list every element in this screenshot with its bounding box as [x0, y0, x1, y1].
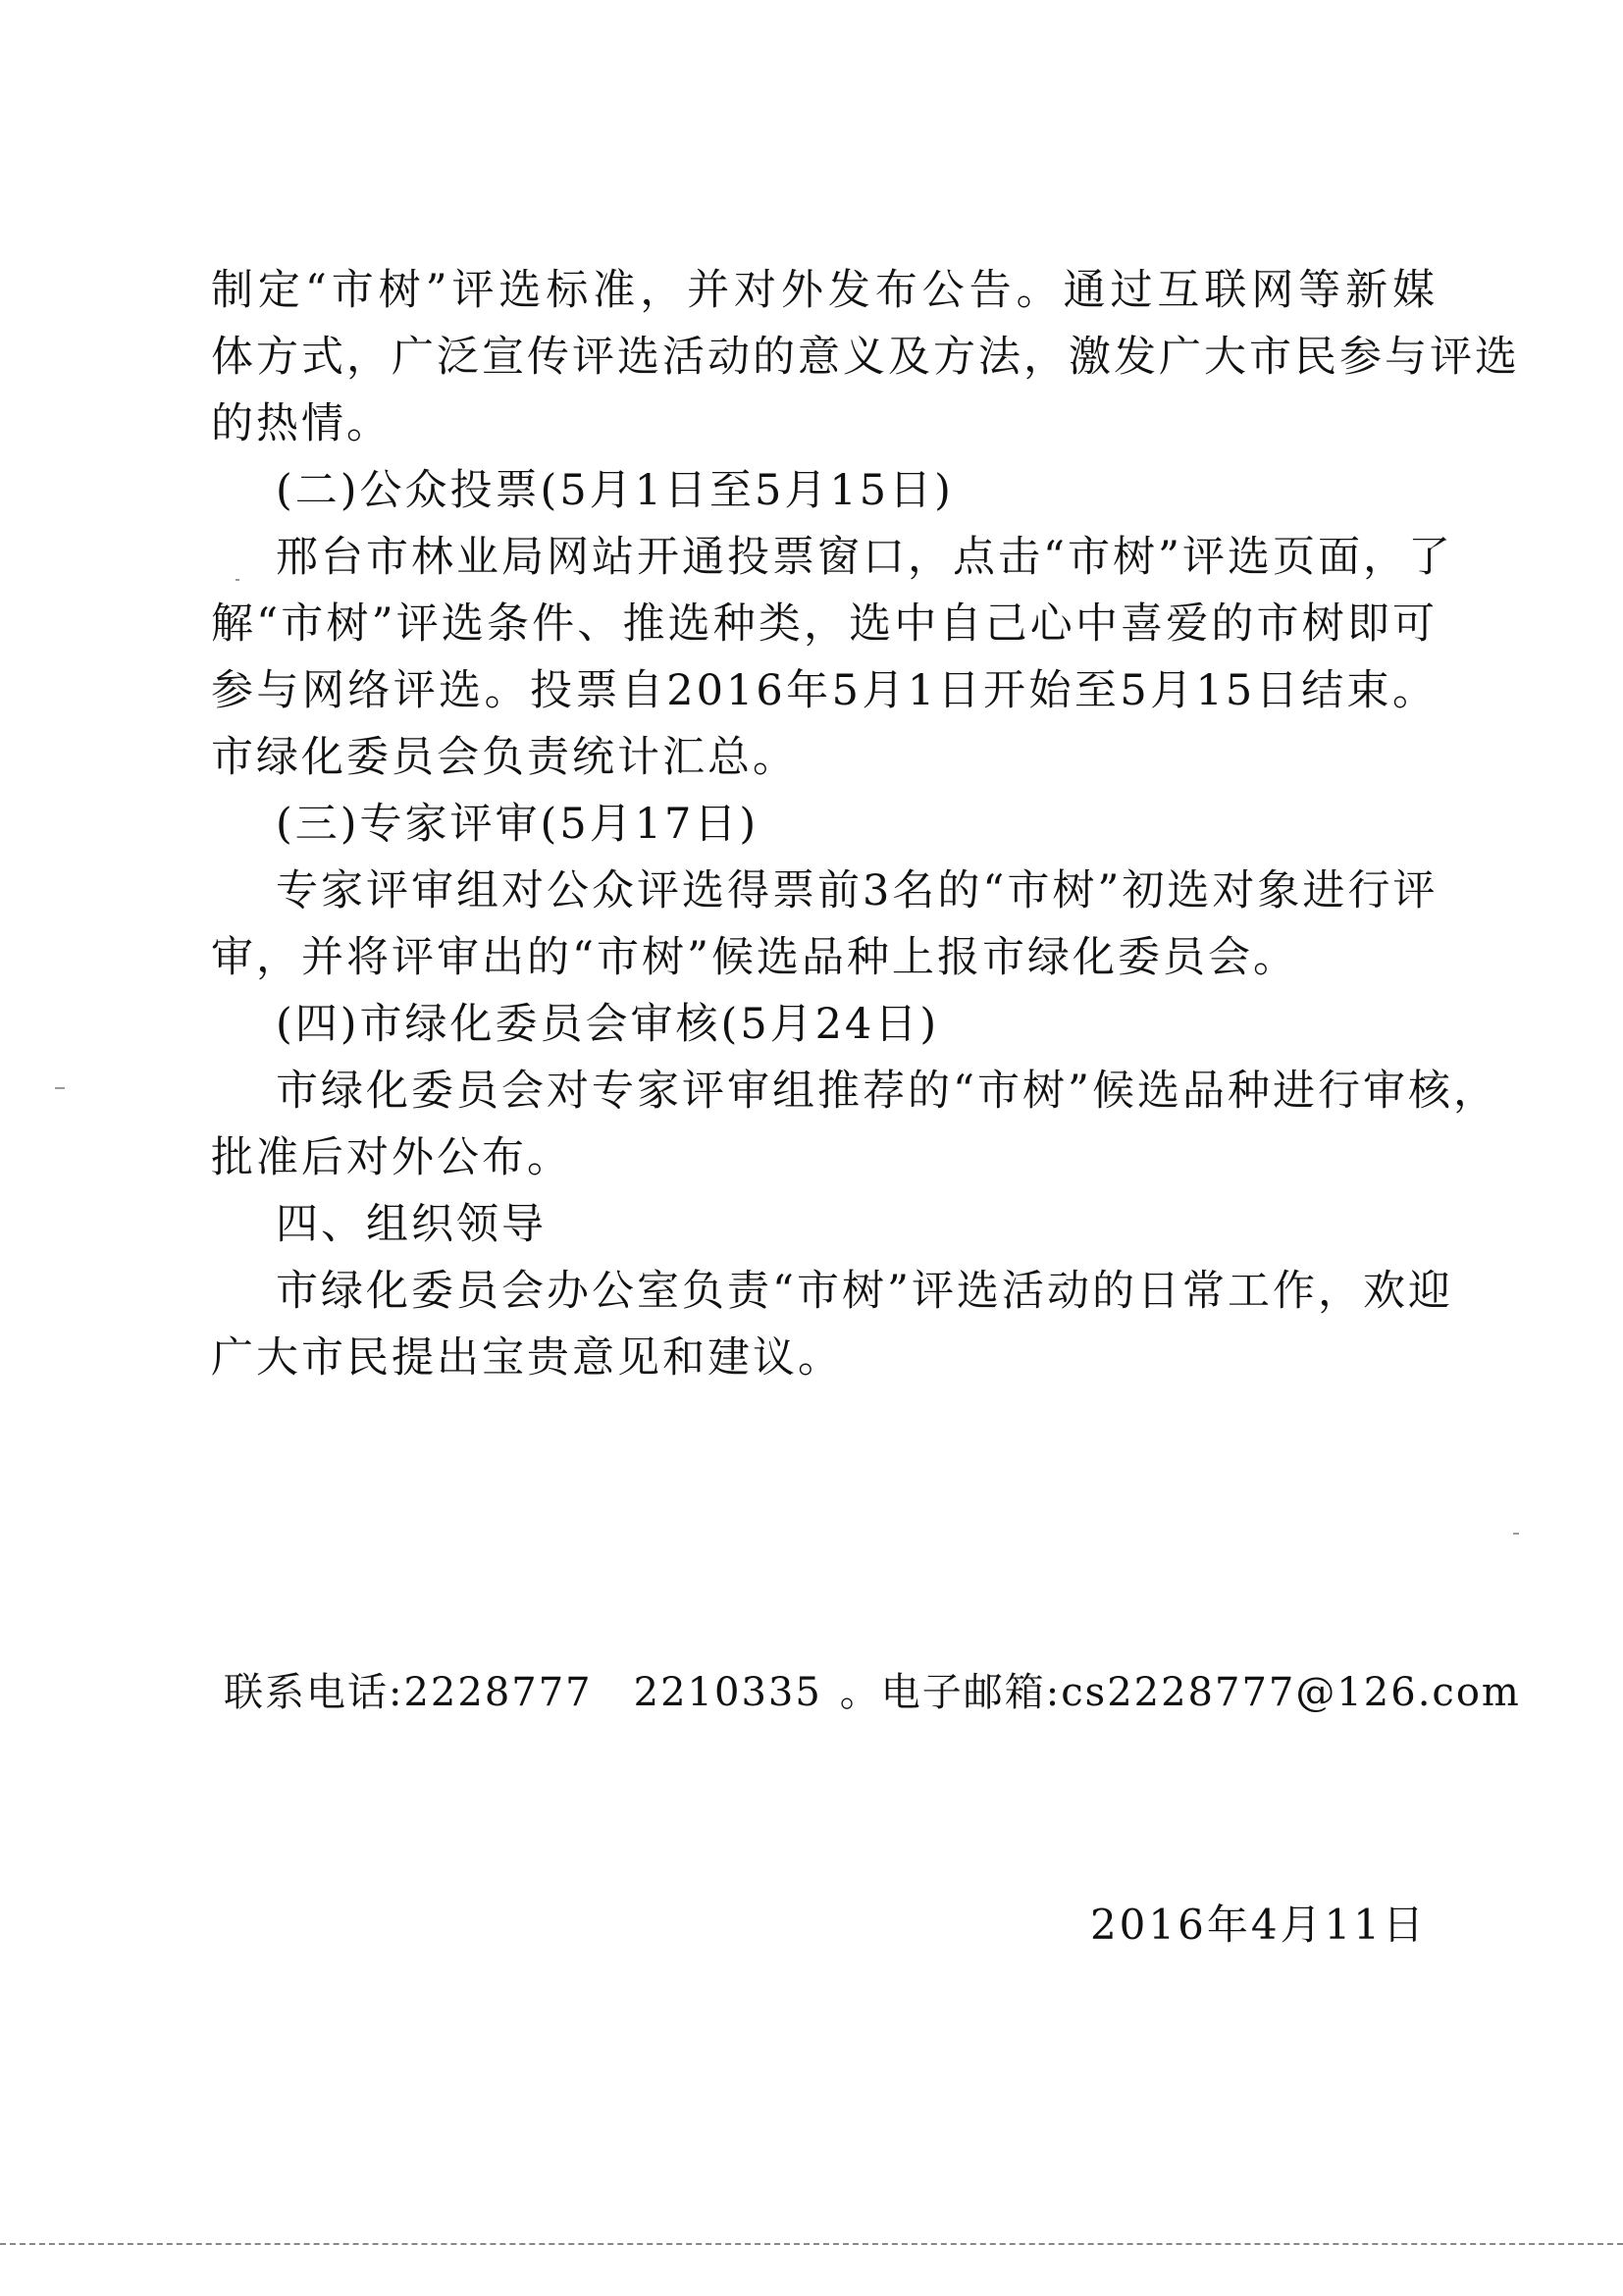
- contact-info: [224, 1663, 1521, 1722]
- body-line: 邢台市林业局网站开通投票窗口，点击“市树”评选页面，了: [276, 533, 1453, 582]
- bottom-scan-rule: [0, 2243, 1623, 2245]
- body-line: 专家评审组对公众评选得票前3名的“市树”初选对象进行评: [276, 866, 1439, 915]
- section-heading-organization: 四、组织领导: [276, 1200, 547, 1249]
- body-line: 广大市民提出宝贵意见和建议。: [211, 1333, 843, 1383]
- body-line: 审，并将评审出的“市树”候选品种上报市绿化委员会。: [211, 933, 1298, 982]
- body-line: 市绿化委员会办公室负责“市树”评选活动的日常工作，欢迎: [276, 1267, 1453, 1316]
- body-line: 市绿化委员会对专家评审组推荐的“市树”候选品种进行审核，: [276, 1067, 1498, 1116]
- scan-speck: [55, 1087, 65, 1089]
- section-heading-committee-review: (四)市绿化委员会审核(5月24日): [276, 1000, 940, 1049]
- body-line: 批准后对外公布。: [211, 1133, 572, 1182]
- phone-label: 联系电话:: [224, 1670, 404, 1715]
- contact-separator: 。: [839, 1670, 881, 1715]
- body-line: 体方式，广泛宣传评选活动的意义及方法，激发广大市民参与评选: [211, 333, 1520, 382]
- email-address: cs2228777@126.com: [1061, 1670, 1521, 1715]
- body-line: 解“市树”评选条件、推选种类，选中自己心中喜爱的市树即可: [211, 600, 1438, 649]
- document-date: 2016年4月11日: [1089, 1901, 1427, 1949]
- phone-number-2: 2210335: [633, 1670, 822, 1715]
- email-label: 电子邮箱:: [880, 1670, 1062, 1715]
- body-line: 参与网络评选。投票自2016年5月1日开始至5月15日结束。: [211, 666, 1438, 715]
- body-line: 制定“市树”评选标准，并对外发布公告。通过互联网等新媒: [211, 266, 1438, 315]
- scan-speck: [236, 579, 239, 581]
- phone-number-1: 2228777: [403, 1670, 593, 1715]
- section-heading-expert-review: (三)专家评审(5月17日): [276, 800, 759, 849]
- document-body: [211, 257, 1520, 1391]
- scan-speck: [1513, 1533, 1519, 1535]
- section-heading-public-vote: (二)公众投票(5月1日至5月15日): [276, 466, 954, 515]
- body-line: 市绿化委员会负责统计汇总。: [211, 733, 798, 782]
- body-line: 的热情。: [211, 399, 392, 448]
